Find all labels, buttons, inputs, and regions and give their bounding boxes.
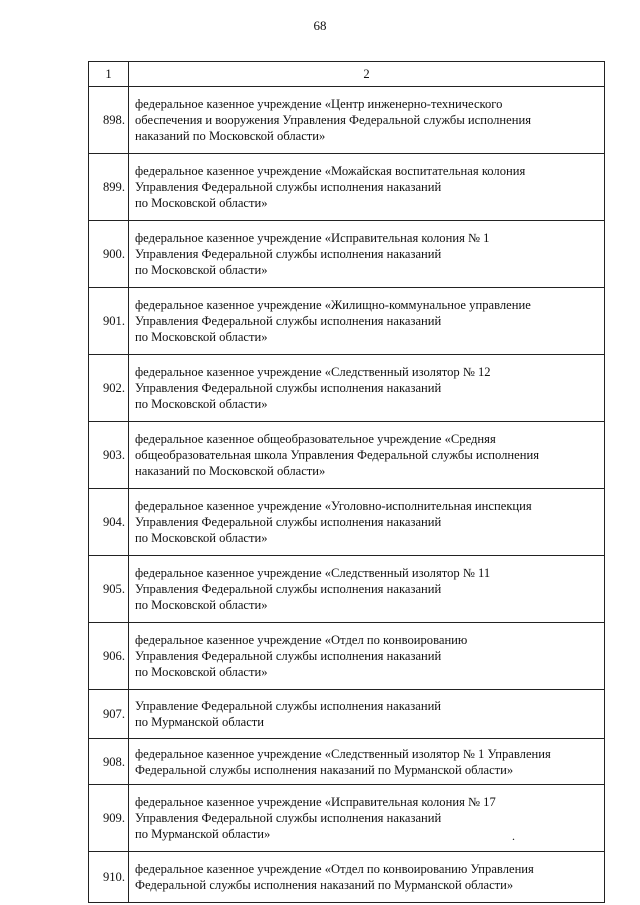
row-number: 910. — [89, 852, 129, 903]
table-row — [89, 623, 605, 690]
institution-name: федеральное казенное учреждение «Исправительная колония № 17 Управления Федеральной службы исполнения наказаний по Мурманской области» — [129, 785, 605, 852]
row-number: 900. — [89, 221, 129, 288]
row-number: 908. — [89, 739, 129, 785]
row-number: 904. — [89, 489, 129, 556]
institution-name: федеральное казенное учреждение «Уголовно-исполнительная инспекция Управления Федеральной службы исполнения наказаний по Московской области» — [129, 489, 605, 556]
table-row — [89, 489, 605, 556]
table-row — [89, 154, 605, 221]
institution-name: федеральное казенное учреждение «Следственный изолятор № 1 Управления Федеральной службы исполнения наказаний по Мурманской области» — [129, 739, 605, 785]
table-row — [89, 288, 605, 355]
row-number: 898. — [89, 87, 129, 154]
row-number: 909. — [89, 785, 129, 852]
table-row — [89, 739, 605, 785]
institution-name: федеральное казенное учреждение «Следственный изолятор № 11 Управления Федеральной службы исполнения наказаний по Московской области» — [129, 556, 605, 623]
institution-name: федеральное казенное учреждение «Жилищно-коммунальное управление Управления Федеральной службы исполнения наказаний по Московской области» — [129, 288, 605, 355]
institution-name: федеральное казенное учреждение «Следственный изолятор № 12 Управления Федеральной службы исполнения наказаний по Московской области» — [129, 355, 605, 422]
table-row — [89, 355, 605, 422]
row-number: 906. — [89, 623, 129, 690]
table-row — [89, 221, 605, 288]
institution-name: федеральное казенное учреждение «Отдел по конвоированию Управления Федеральной службы исполнения наказаний по Мурманской области» — [129, 852, 605, 903]
institution-name: Управление Федеральной службы исполнения наказаний по Мурманской области — [129, 690, 605, 739]
institution-name: федеральное казенное общеобразовательное учреждение «Средняя общеобразовательная школа Управления Федеральной службы исполнения наказаний по Московской области» — [129, 422, 605, 489]
column-header-1: 1 — [89, 62, 129, 87]
row-number: 903. — [89, 422, 129, 489]
table-row — [89, 690, 605, 739]
row-number: 905. — [89, 556, 129, 623]
page-number: 68 — [313, 18, 327, 33]
table-row — [89, 852, 605, 903]
table-header-row — [89, 62, 605, 87]
column-header-2: 2 — [129, 62, 605, 87]
footer-mark: . — [512, 829, 515, 843]
institutions-table — [88, 61, 605, 903]
row-number: 907. — [89, 690, 129, 739]
table-row — [89, 422, 605, 489]
row-number: 899. — [89, 154, 129, 221]
row-number: 901. — [89, 288, 129, 355]
institution-name: федеральное казенное учреждение «Отдел по конвоированию Управления Федеральной службы исполнения наказаний по Московской области» — [129, 623, 605, 690]
institution-name: федеральное казенное учреждение «Исправительная колония № 1 Управления Федеральной службы исполнения наказаний по Московской области» — [129, 221, 605, 288]
row-number: 902. — [89, 355, 129, 422]
table-row — [89, 556, 605, 623]
institution-name: федеральное казенное учреждение «Можайская воспитательная колония Управления Федеральной службы исполнения наказаний по Московской области» — [129, 154, 605, 221]
institution-name: федеральное казенное учреждение «Центр инженерно-технического обеспечения и вооружения Управления Федеральной службы исполнения наказаний по Московской области» — [129, 87, 605, 154]
table-row — [89, 785, 605, 852]
table-row — [89, 87, 605, 154]
